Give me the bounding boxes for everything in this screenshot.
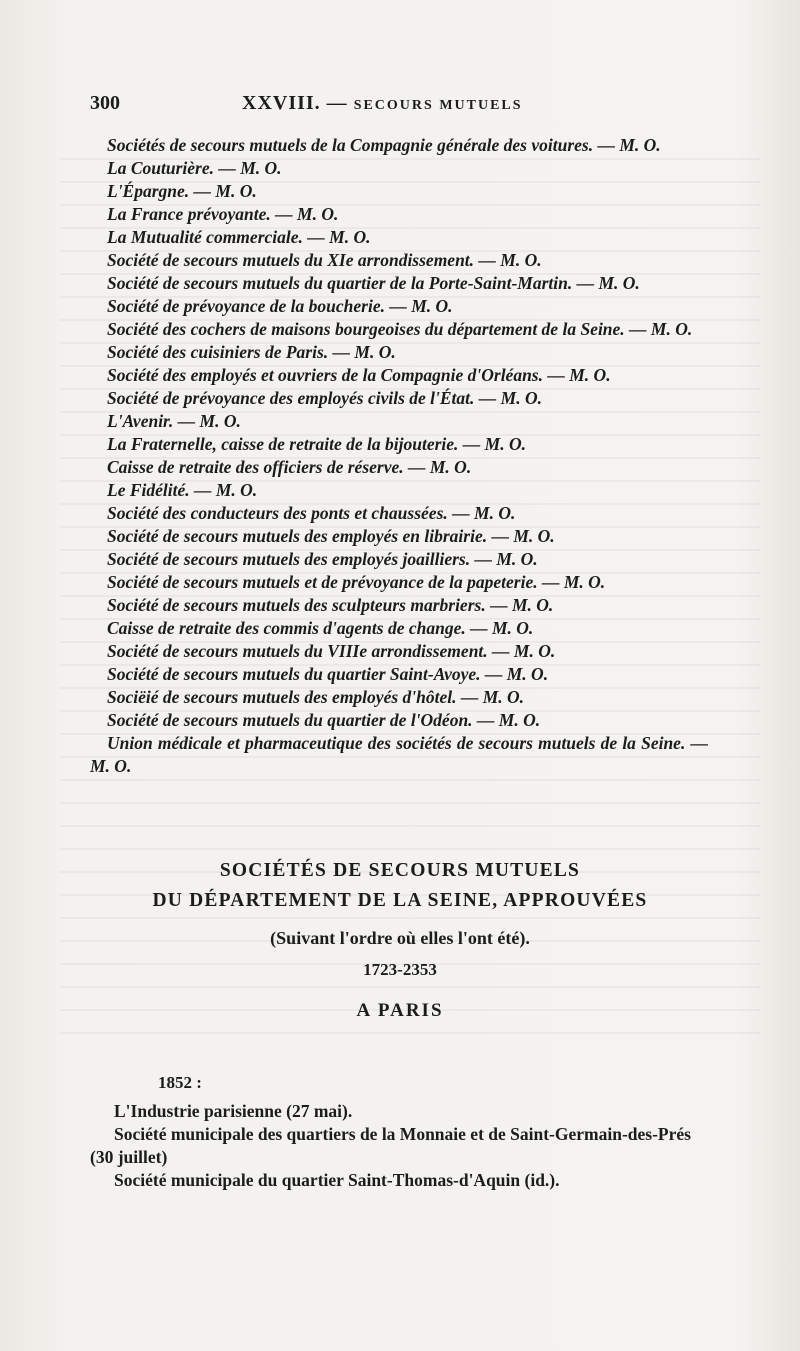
list-item: La Fraternelle, caisse de retraite de la bijouterie. — M. O. — [107, 434, 526, 454]
list-item: La Couturière. — M. O. — [107, 158, 282, 178]
list-item: Société de secours mutuels et de prévoyance de la papeterie. — M. O. — [107, 572, 606, 592]
list-item: La France prévoyante. — M. O. — [107, 204, 339, 224]
list-item: Sociétés de secours mutuels de la Compagnie générale des voitures. — M. O. — [107, 135, 661, 155]
list-item: Société de secours mutuels des employés en librairie. — M. O. — [107, 526, 555, 546]
list-item: Société de prévoyance de la boucherie. — M. O. — [107, 296, 453, 316]
list-item: La Mutualité commerciale. — M. O. — [107, 227, 371, 247]
list-item: L'Avenir. — M. O. — [107, 411, 241, 431]
year-heading: 1852 : — [158, 1073, 202, 1092]
list-item: Sociëié de secours mutuels des employés d'hôtel. — M. O. — [107, 687, 525, 707]
list-item: Société des cuisiniers de Paris. — M. O. — [107, 342, 396, 362]
list-item: L'Industrie parisienne (27 mai). — [114, 1101, 353, 1121]
section-title-line1: SOCIÉTÉS DE SECOURS MUTUELS — [219, 860, 581, 881]
section-title-line2: DU DÉPARTEMENT DE LA SEINE, APPROUVÉES — [152, 890, 648, 911]
society-list — [90, 134, 708, 778]
list-item: Société des employés et ouvriers de la Compagnie d'Orléans. — M. O. — [107, 365, 611, 385]
section-subtitle: (Suivant l'ordre où elles l'ont été). — [270, 928, 530, 948]
city-heading: A PARIS — [356, 1000, 444, 1021]
number-range: 1723-2353 — [363, 960, 437, 979]
chapter-topic: SECOURS MUTUELS — [353, 98, 523, 113]
list-item: Société des conducteurs des ponts et chaussées. — M. O. — [107, 503, 516, 523]
list-item: Société des cochers de maisons bourgeoises du département de la Seine. — M. O. — [107, 319, 693, 339]
list-item: Société de prévoyance des employés civils de l'État. — M. O. — [107, 388, 542, 408]
list-item: Société municipale du quartier Saint-Thomas-d'Aquin (id.). — [114, 1170, 560, 1190]
list-item: Société de secours mutuels du VIIIe arrondissement. — M. O. — [107, 641, 556, 661]
page-header — [90, 92, 710, 122]
list-item: Société de secours mutuels du quartier Saint-Avoye. — M. O. — [107, 664, 549, 684]
list-item: Caisse de retraite des commis d'agents de change. — M. O. — [107, 618, 534, 638]
list-item: L'Épargne. — M. O. — [107, 181, 257, 201]
list-item: Société de secours mutuels du XIe arrondissement. — M. O. — [107, 250, 542, 270]
list-item: Société de secours mutuels des sculpteurs marbriers. — M. O. — [107, 595, 554, 615]
page-number: 300 — [90, 92, 120, 114]
list-item: Le Fidélité. — M. O. — [107, 480, 258, 500]
list-item: Société de secours mutuels du quartier de la Porte-Saint-Martin. — M. O. — [107, 273, 640, 293]
list-item: Société de secours mutuels du quartier de l'Odéon. — M. O. — [107, 710, 541, 730]
list-item: Société municipale des quartiers de la Monnaie et de Saint-Germain-des-Prés (30 juillet) — [90, 1124, 691, 1167]
list-item: Union médicale et pharmaceutique des sociétés de secours mutuels de la Seine. — M. O. — [90, 733, 708, 776]
chapter-number: XXVIII. — — [242, 92, 348, 114]
list-item: Société de secours mutuels des employés joailliers. — M. O. — [107, 549, 538, 569]
list-item: Caisse de retraite des officiers de réserve. — M. O. — [107, 457, 472, 477]
running-title — [242, 92, 523, 115]
year-entries — [90, 1100, 710, 1192]
